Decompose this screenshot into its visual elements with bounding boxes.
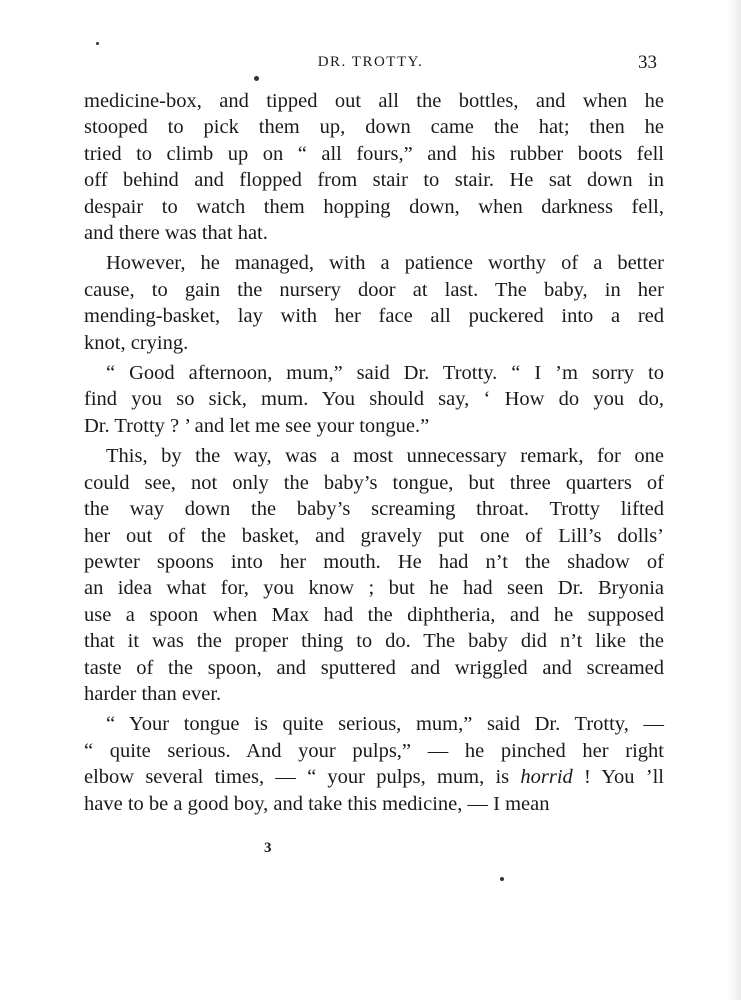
text-line: “ Your tongue is quite serious, mum,” said Dr. Trotty, — <box>106 713 664 736</box>
text-line: elbow several times, — “ your pulps, mum, is horrid ! You ’ll <box>84 766 664 789</box>
text-line: find you so sick, mum. You should say, ‘ How do you do, <box>84 388 664 411</box>
running-title: DR. TROTTY. <box>317 54 424 70</box>
text-line: could see, not only the baby’s tongue, but three quarters of <box>84 471 664 494</box>
text-line: “ quite serious. And your pulps,” — he pinched her right <box>84 739 664 762</box>
paragraph <box>84 360 664 439</box>
text-line: tried to climb up on “ all fours,” and his rubber boots fell <box>84 142 664 165</box>
text-line: pewter spoons into her mouth. He had n’t the shadow of <box>84 550 664 573</box>
paragraph <box>84 88 664 246</box>
text-line: Dr. Trotty ? ’ and let me see your tongue.” <box>84 414 430 437</box>
text-line: knot, crying. <box>84 331 189 354</box>
ink-speck <box>500 877 504 881</box>
text-line: have to be a good boy, and take this medicine, — I mean <box>84 792 550 815</box>
text-line: “ Good afternoon, mum,” said Dr. Trotty. “ I ’m sorry to <box>106 362 664 385</box>
text-line: stooped to pick them up, down came the hat; then he <box>84 116 664 139</box>
text-line: an idea what for, you know ; but he had seen Dr. Bryonia <box>84 577 664 600</box>
text-line: medicine-box, and tipped out all the bottles, and when he <box>84 90 664 112</box>
page-header <box>84 52 657 76</box>
text-line: her out of the basket, and gravely put one of Lill’s dolls’ <box>84 524 664 547</box>
text-line: despair to watch them hopping down, when darkness fell, <box>84 195 664 218</box>
signature-mark: 3 <box>264 840 272 856</box>
page-number: 33 <box>638 52 657 73</box>
page-fold-shadow <box>727 0 741 1000</box>
text-line: the way down the baby’s screaming throat. Trotty lifted <box>84 498 664 521</box>
text-line: harder than ever. <box>84 682 222 705</box>
paragraph <box>84 443 664 707</box>
text-line: cause, to gain the nursery door at last. The baby, in her <box>84 278 664 301</box>
text-line: use a spoon when Max had the diphtheria, and he supposed <box>84 603 664 626</box>
text-line: This, by the way, was a most unnecessary remark, for one <box>106 445 664 468</box>
paragraph <box>84 711 664 817</box>
text-line: that it was the proper thing to do. The baby did n’t like the <box>84 630 664 653</box>
text-line: and there was that hat. <box>84 222 268 245</box>
text-line: mending-basket, lay with her face all puckered into a red <box>84 305 664 328</box>
ink-speck <box>96 42 99 45</box>
body-text <box>84 88 664 821</box>
ink-speck <box>254 76 259 81</box>
paragraph <box>84 250 664 356</box>
text-line: off behind and flopped from stair to stair. He sat down in <box>84 169 664 192</box>
text-line: However, he managed, with a patience worthy of a better <box>106 252 664 275</box>
text-line: taste of the spoon, and sputtered and wriggled and screamed <box>84 656 664 679</box>
